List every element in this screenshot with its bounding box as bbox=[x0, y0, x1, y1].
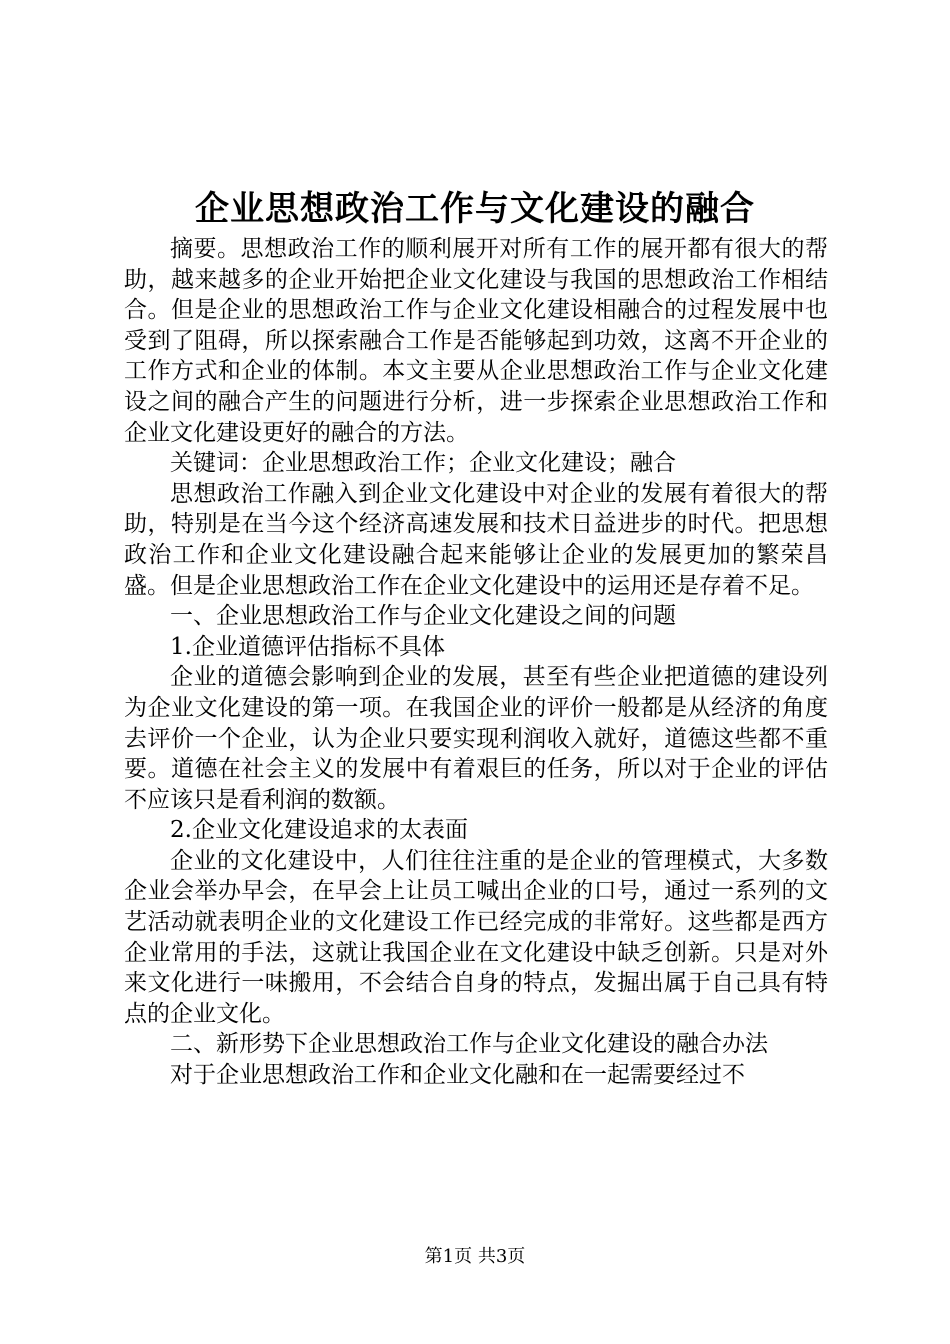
section-heading-2: 二、新形势下企业思想政治工作与企业文化建设的融合办法 bbox=[170, 1031, 768, 1058]
abstract-paragraph: 摘要。思想政治工作的顺利展开对所有工作的展开都有很大的帮助，越来越多的企业开始把企业文化建设与我国的思想政治工作相结合。但是企业的思想政治工作与企业文化建设相融合的过程发展中也受到了阻碍，所以探索融合工作是否能够起到功效，这离不开企业的工作方式和企业的体制。本文主要从企业思想政治工作与企业文化建设之间的融合产生的问题进行分析，进一步探索企业思想政治工作和企业文化建设更好的融合的方法。 bbox=[124, 236, 828, 446]
document-body bbox=[124, 234, 828, 1091]
body-paragraph: 企业的道德会影响到企业的发展，甚至有些企业把道德的建设列为企业文化建设的第一项。在我国企业的评价一般都是从经济的角度去评价一个企业，认为企业只要实现利润收入就好，道德这些都不重要。道德在社会主义的发展中有着艰巨的任务，所以对于企业的评估不应该只是看利润的数额。 bbox=[124, 664, 828, 813]
body-paragraph: 对于企业思想政治工作和企业文化融和在一起需要经过不 bbox=[170, 1062, 745, 1089]
body-paragraph: 企业的文化建设中，人们往往注重的是企业的管理模式，大多数企业会举办早会，在早会上让员工喊出企业的口号，通过一系列的文艺活动就表明企业的文化建设工作已经完成的非常好。这些都是西方企业常用的手法，这就让我国企业在文化建设中缺乏创新。只是对外来文化进行一味搬用，不会结合自身的特点，发掘出属于自己具有特点的企业文化。 bbox=[124, 847, 828, 1027]
section-heading-1: 一、企业思想政治工作与企业文化建设之间的问题 bbox=[170, 603, 676, 630]
document-title: 企业思想政治工作与文化建设的融合 bbox=[195, 189, 755, 229]
page-footer: 第1页 共3页 bbox=[424, 1246, 526, 1267]
keywords-paragraph: 关键词：企业思想政治工作；企业文化建设；融合 bbox=[170, 450, 676, 477]
subsection-heading-1-2: 2.企业文化建设追求的太表面 bbox=[170, 817, 468, 844]
subsection-heading-1-1: 1.企业道德评估指标不具体 bbox=[170, 633, 445, 660]
intro-paragraph: 思想政治工作融入到企业文化建设中对企业的发展有着很大的帮助，特别是在当今这个经济高速发展和技术日益进步的时代。把思想政治工作和企业文化建设融合起来能够让企业的发展更加的繁荣昌盛。但是企业思想政治工作在企业文化建设中的运用还是存着不足。 bbox=[124, 480, 828, 599]
